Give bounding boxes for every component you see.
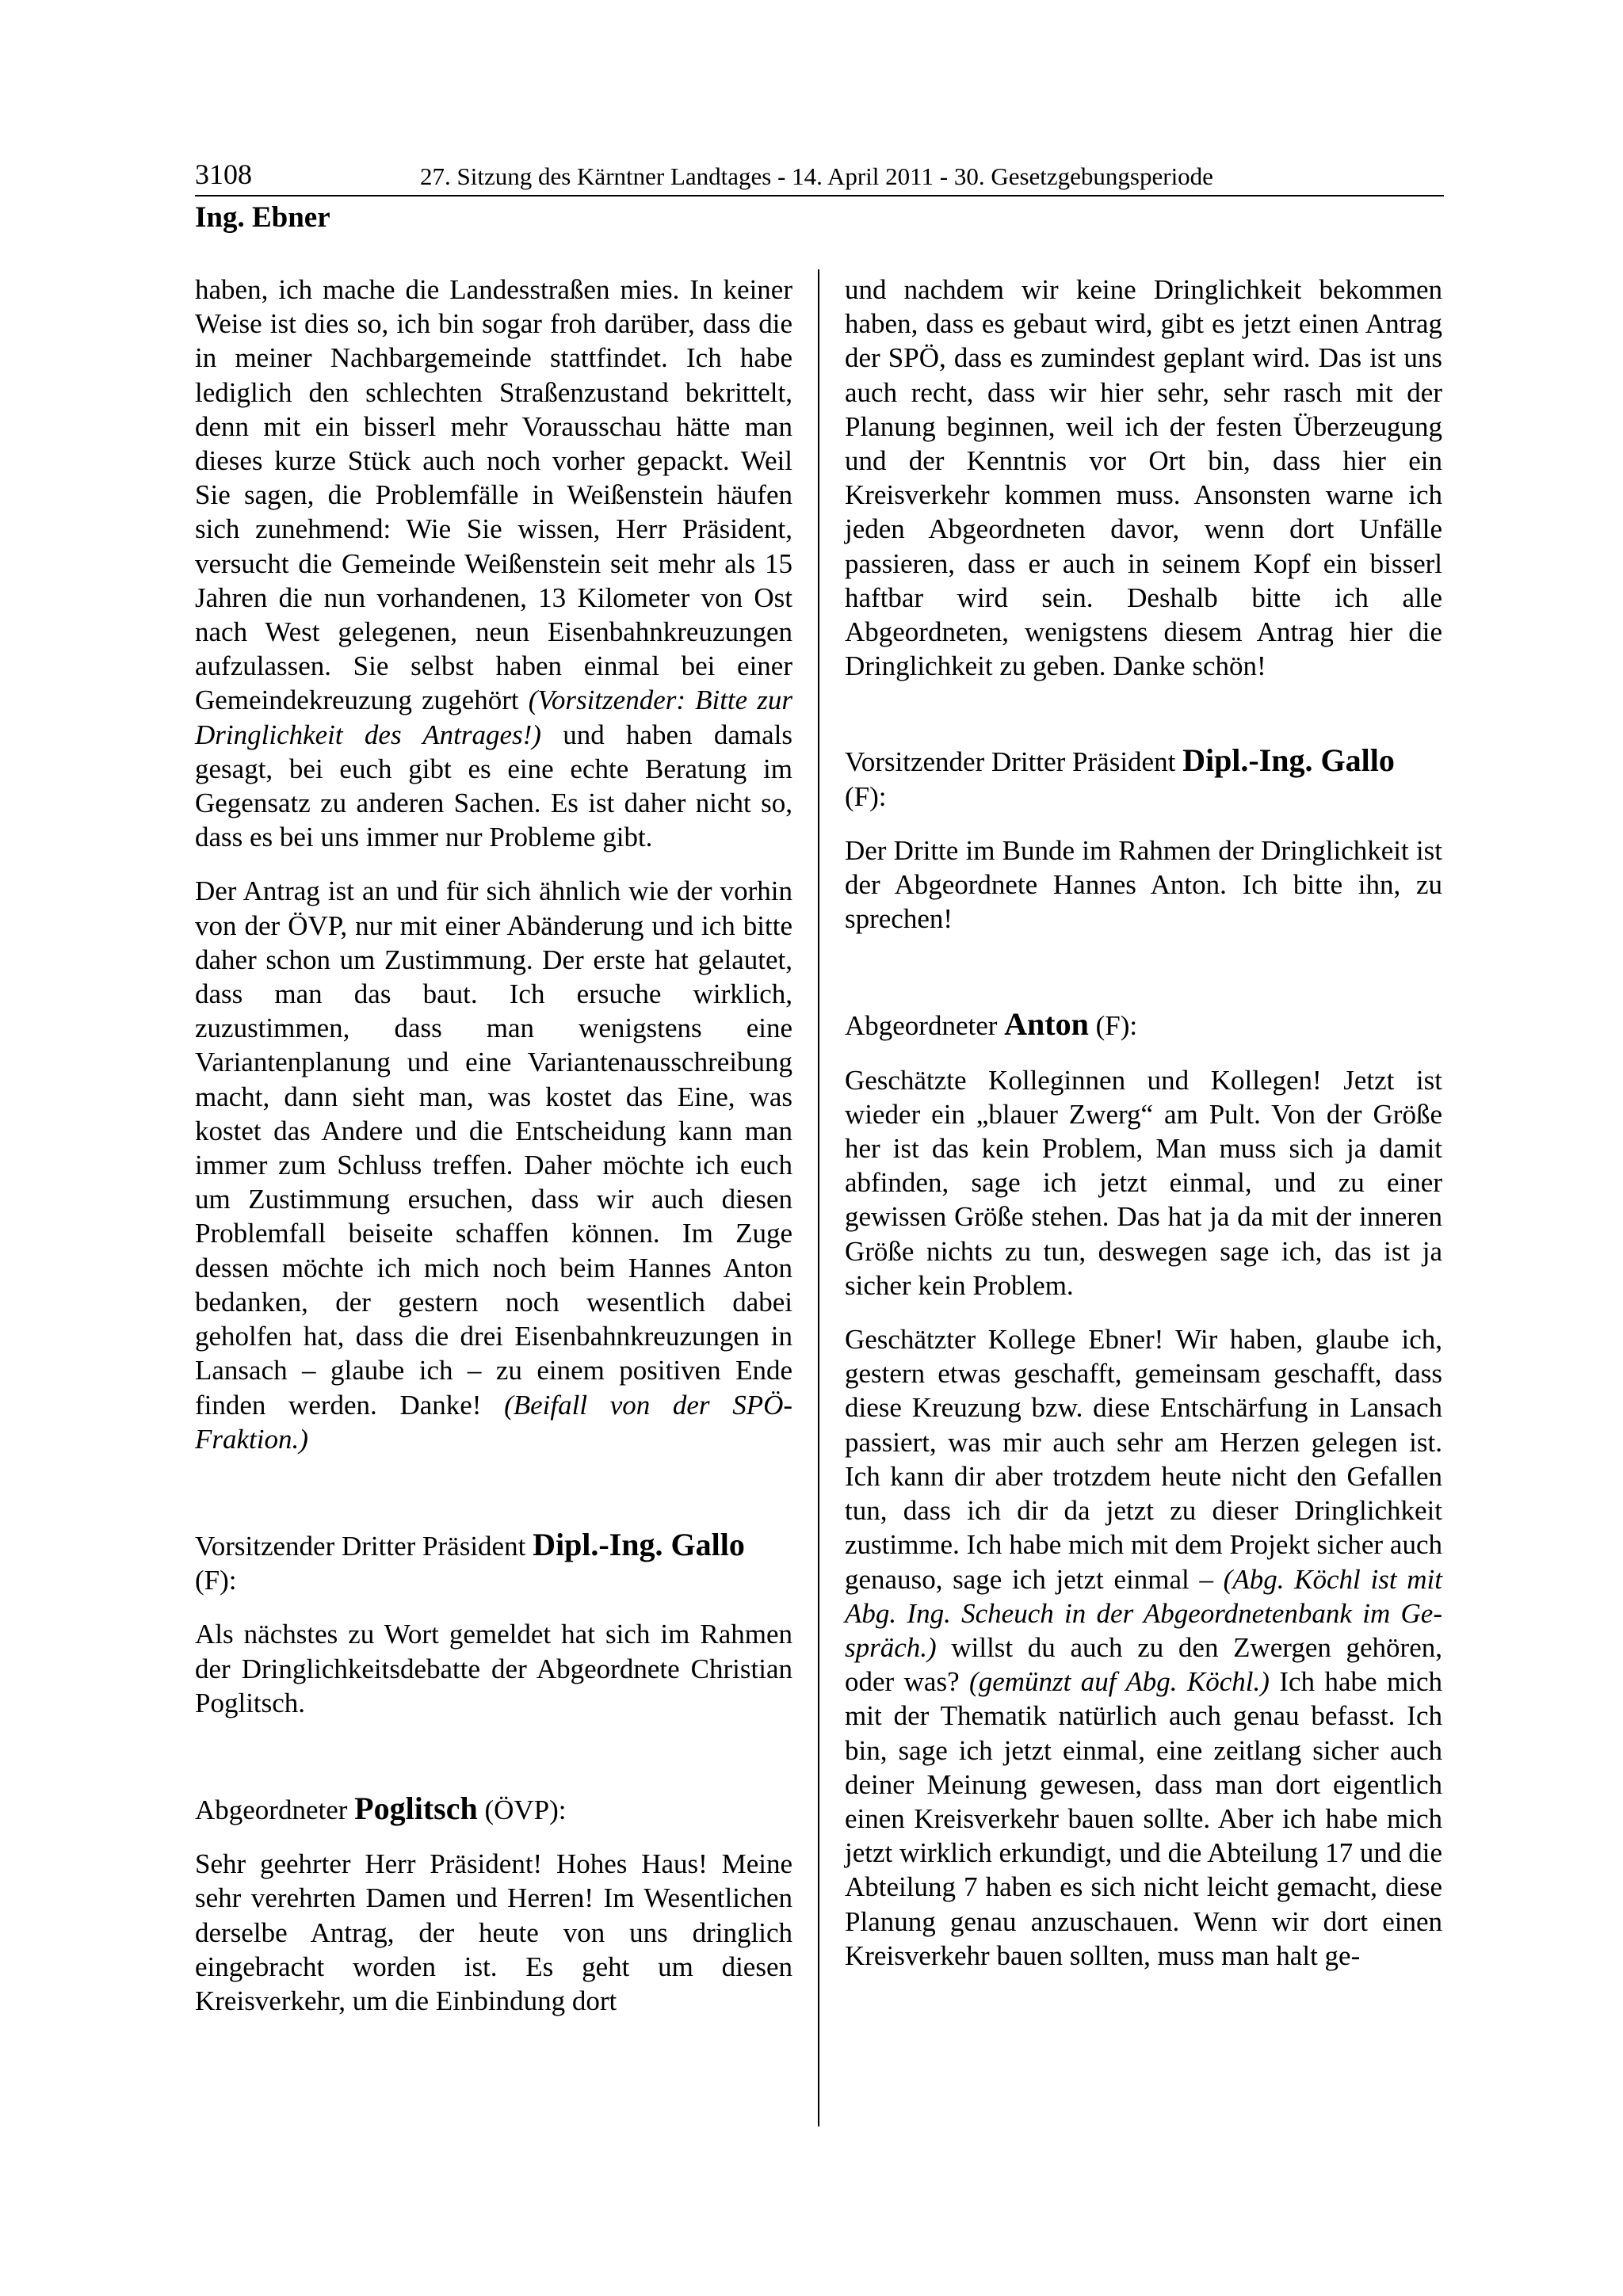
speaker-name: Anton xyxy=(1004,1006,1089,1043)
speaker-name: Dipl.-Ing. Gallo xyxy=(533,1526,745,1562)
speaker-heading: Abgeordneter Poglitsch (ÖVP): xyxy=(195,1790,567,1826)
page-number: 3108 xyxy=(195,158,252,190)
header-rule xyxy=(195,195,1444,196)
speaker-heading: Vorsitzender Dritter Präsident Dipl.-Ing. Gallo (F): xyxy=(195,1526,745,1596)
speaker-name: Dipl.-Ing. Gallo xyxy=(1182,742,1395,779)
left-column xyxy=(195,273,792,2018)
interjection: (gemünzt auf Abg. Köchl.) xyxy=(969,1666,1270,1698)
paragraph: Sehr geehrter Herr Präsident! Hohes Haus! Meine sehr verehrten Damen und Herren! Im Wesentlichen derselbe Antrag, der heute von uns dringlich eingebracht worden ist. Es geht um diesen Kreisverkehr, um die Einbindung dort xyxy=(195,1848,792,2016)
header-title: 27. Sitzung des Kärntner Landtages - 14. April 2011 - 30. Gesetzgebungsperiode xyxy=(420,162,1213,190)
interjection: (Beifall von der SPÖ-Fraktion.) xyxy=(195,1389,793,1455)
right-column xyxy=(845,273,1442,1973)
paragraph: Geschätzte Kolleginnen und Kollegen! Jetzt ist wieder ein „blauer Zwerg“ am Pult. Von der Größe her ist das kein Problem, Man muss sich ja damit abfinden, sage ich jetzt einmal, und zu einer gewissen Größe stehen. Das hat ja da mit der inneren Größe nichts zu tun, deswegen sage ich, das ist ja sicher kein Problem. xyxy=(845,1064,1442,1301)
interjection: (Vorsitzender: Bitte zur Dringlichkeit des Antrages!) xyxy=(195,685,792,750)
speaker-name: Poglitsch xyxy=(354,1790,478,1826)
paragraph: Der Antrag ist an und für sich ähnlich wie der vorhin von der ÖVP, nur mit einer Abänderung und ich bitte daher schon um Zustimmung. Der erste hat gelautet, dass man das baut. Ich ersuche wirklich, zuzustimmen, dass man wenigstens eine Variantenplanung und eine Variantenausschreibung macht, dann sieht man, was kostet das Eine, was kostet das Andere und die Entscheidung kann man immer zum Schluss treffen. Daher möchte ich euch um Zustimmung ersuchen, dass wir auch diesen Problemfall beiseite schaffen können. Im Zuge dessen möchte ich mich noch beim Hannes Anton bedanken, der gestern noch wesentlich dabei geholfen hat, dass die drei Eisenbahnkreuzungen in Lansach – glaube ich – zu einem positiven Ende finden werden. Danke! (Beifall von der SPÖ-Fraktion.) xyxy=(195,875,793,1455)
paragraph: haben, ich mache die Landesstraßen mies. In keiner Weise ist dies so, ich bin sogar froh darüber, dass die in meiner Nachbargemeinde stattfindet. Ich habe lediglich den schlechten Straßenzustand bekrittelt, denn mit ein bisserl mehr Vorausschau hätte man dieses kurze Stück auch noch vorher gepackt. Weil Sie sagen, die Problemfälle in Weißenstein häufen sich zunehmend: Wie Sie wissen, Herr Präsident, versucht die Gemeinde Weißenstein seit mehr als 15 Jahren die nun vorhandenen, 13 Kilometer von Ost nach West gelegenen, neun Eisenbahnkreuzungen aufzulassen. Sie selbst haben einmal bei einer Gemeindekreuzung zugehört (Vorsitzender: Bitte zur Dringlichkeit des Antrages!) und haben damals gesagt, bei euch gibt es eine echte Beratung im Gegensatz zu anderen Sachen. Es ist daher nicht so, dass es bei uns immer nur Probleme gibt. xyxy=(195,274,792,853)
paragraph: Als nächstes zu Wort gemeldet hat sich im Rahmen der Dringlichkeitsdebatte der Abgeordnete Christian Poglitsch. xyxy=(195,1619,792,1718)
column-rule xyxy=(818,269,819,2126)
interjection: (Abg. Köchl ist mit Abg. Ing. Scheuch in der Abgeordnetenbank im Gespräch.) xyxy=(845,1563,1442,1663)
speaker-heading: Vorsitzender Dritter Präsident Dipl.-Ing. Gallo (F): xyxy=(845,742,1395,812)
speaker-heading: Abgeordneter Anton (F): xyxy=(845,1006,1138,1043)
paragraph: Der Dritte im Bunde im Rahmen der Dringlichkeit ist der Abgeordnete Hannes Anton. Ich bitte ihn, zu sprechen! xyxy=(845,834,1442,935)
paragraph: Geschätzter Kollege Ebner! Wir haben, glaube ich, gestern etwas geschafft, gemeinsam geschafft, dass diese Kreuzung bzw. diese Entschärfung in Lansach passiert, was mir auch sehr am Herzen gelegen ist. Ich kann dir aber trotzdem heute nicht den Gefallen tun, dass ich dir da jetzt zu dieser Dringlichkeit zustimme. Ich habe mich mit dem Projekt sicher auch genauso, sage ich jetzt einmal – (Abg. Köchl ist mit Abg. Ing. Scheuch in der Abgeordnetenbank im Gespräch.) willst du auch zu den Zwergen gehören, oder was? (gemünzt auf Abg. Köchl.) Ich habe mich mit der Thematik natürlich auch genau befasst. Ich bin, sage ich jetzt einmal, eine zeitlang sicher auch deiner Meinung gewesen, dass man dort eigentlich einen Kreisverkehr bauen sollte. Aber ich habe mich jetzt wirklich erkundigt, und die Abteilung 17 und die Abteilung 7 haben es sich nicht leicht gemacht, diese Planung genau anzuschauen. Wenn wir dort einen Kreisverkehr bauen sollten, muss man halt ge- xyxy=(845,1324,1442,1971)
paragraph: und nachdem wir keine Dringlichkeit bekommen haben, dass es gebaut wird, gibt es jetzt einen Antrag der SPÖ, dass es zumindest geplant wird. Das ist uns auch recht, dass wir hier sehr, sehr rasch mit der Planung beginnen, weil ich der festen Überzeugung und der Kenntnis vor Ort bin, dass hier ein Kreisverkehr kommen muss. Ansonsten warne ich jeden Abgeordneten davor, wenn dort Unfälle passieren, dass er auch in seinem Kopf ein bisserl haftbar wird sein. Deshalb bitte ich alle Abgeordneten, wenigstens diesem Antrag hier die Dringlichkeit zu geben. Danke schön! xyxy=(845,274,1442,682)
running-speaker: Ing. Ebner xyxy=(195,201,330,234)
